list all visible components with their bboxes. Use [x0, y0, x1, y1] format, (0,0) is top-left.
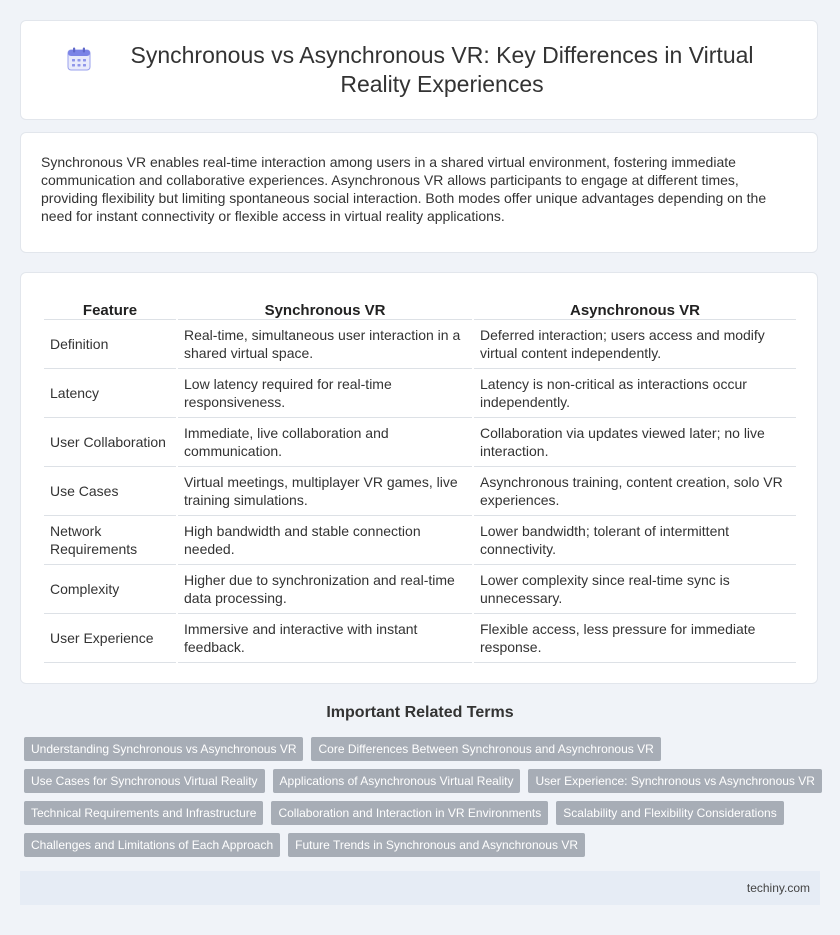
related-term-tag[interactable]: Understanding Synchronous vs Asynchronous VR: [24, 737, 303, 761]
feature-cell: User Experience: [44, 614, 176, 663]
asynchronous-cell: Deferred interaction; users access and modify virtual content independently.: [474, 320, 796, 369]
comparison-table: [42, 295, 798, 663]
table-row: [44, 467, 796, 516]
header-card: [20, 20, 818, 120]
feature-cell: Latency: [44, 369, 176, 418]
synchronous-cell: Virtual meetings, multiplayer VR games, live training simulations.: [178, 467, 472, 516]
related-term-tag[interactable]: User Experience: Synchronous vs Asynchronous VR: [528, 769, 821, 793]
synchronous-cell: Real-time, simultaneous user interaction in a shared virtual space.: [178, 320, 472, 369]
feature-cell: Use Cases: [44, 467, 176, 516]
feature-cell: Complexity: [44, 565, 176, 614]
footer: [20, 871, 820, 905]
related-terms-list: [24, 737, 824, 857]
synchronous-cell: Immediate, live collaboration and communication.: [178, 418, 472, 467]
intro-card: [20, 132, 818, 253]
synchronous-cell: Higher due to synchronization and real-time data processing.: [178, 565, 472, 614]
asynchronous-cell: Collaboration via updates viewed later; no live interaction.: [474, 418, 796, 467]
header-feature: Feature: [44, 295, 176, 320]
related-term-tag[interactable]: Technical Requirements and Infrastructure: [24, 801, 263, 825]
table-row: [44, 369, 796, 418]
table-row: [44, 320, 796, 369]
feature-cell: User Collaboration: [44, 418, 176, 467]
related-term-tag[interactable]: Scalability and Flexibility Considerations: [556, 801, 783, 825]
asynchronous-cell: Lower complexity since real-time sync is unnecessary.: [474, 565, 796, 614]
related-term-tag[interactable]: Future Trends in Synchronous and Asynchronous VR: [288, 833, 585, 857]
related-terms-heading: Important Related Terms: [326, 704, 514, 721]
asynchronous-cell: Flexible access, less pressure for immediate response.: [474, 614, 796, 663]
related-term-tag[interactable]: Use Cases for Synchronous Virtual Reality: [24, 769, 265, 793]
footer-site-link[interactable]: techiny.com: [746, 881, 810, 895]
related-term-tag[interactable]: Core Differences Between Synchronous and Asynchronous VR: [311, 737, 660, 761]
comparison-table-card: [20, 272, 818, 684]
page-title: Synchronous vs Asynchronous VR: Key Differences in Virtual Reality Experiences: [130, 42, 754, 97]
related-term-tag[interactable]: Challenges and Limitations of Each Approach: [24, 833, 280, 857]
synchronous-cell: Immersive and interactive with instant feedback.: [178, 614, 472, 663]
table-row: [44, 565, 796, 614]
table-row: [44, 614, 796, 663]
table-row: [44, 516, 796, 565]
intro-paragraph: Synchronous VR enables real-time interaction among users in a shared virtual environment, fostering immediate communication and collaborative experiences. Asynchronous VR allows participants to engage at different times, providing flexibility but limiting spontaneous social interaction. Both modes offer unique advantages depending on the need for instant connectivity or flexible access in virtual reality applications.: [41, 154, 767, 224]
table-row: [44, 418, 796, 467]
feature-cell: Definition: [44, 320, 176, 369]
related-term-tag[interactable]: Collaboration and Interaction in VR Environments: [271, 801, 548, 825]
table-header-row: [44, 295, 796, 320]
feature-cell: Network Requirements: [44, 516, 176, 565]
header-synchronous: Synchronous VR: [178, 295, 472, 320]
calendar-icon: [66, 46, 92, 72]
asynchronous-cell: Lower bandwidth; tolerant of intermittent connectivity.: [474, 516, 796, 565]
synchronous-cell: Low latency required for real-time responsiveness.: [178, 369, 472, 418]
asynchronous-cell: Latency is non-critical as interactions occur independently.: [474, 369, 796, 418]
header-asynchronous: Asynchronous VR: [474, 295, 796, 320]
related-term-tag[interactable]: Applications of Asynchronous Virtual Reality: [273, 769, 521, 793]
asynchronous-cell: Asynchronous training, content creation, solo VR experiences.: [474, 467, 796, 516]
synchronous-cell: High bandwidth and stable connection needed.: [178, 516, 472, 565]
